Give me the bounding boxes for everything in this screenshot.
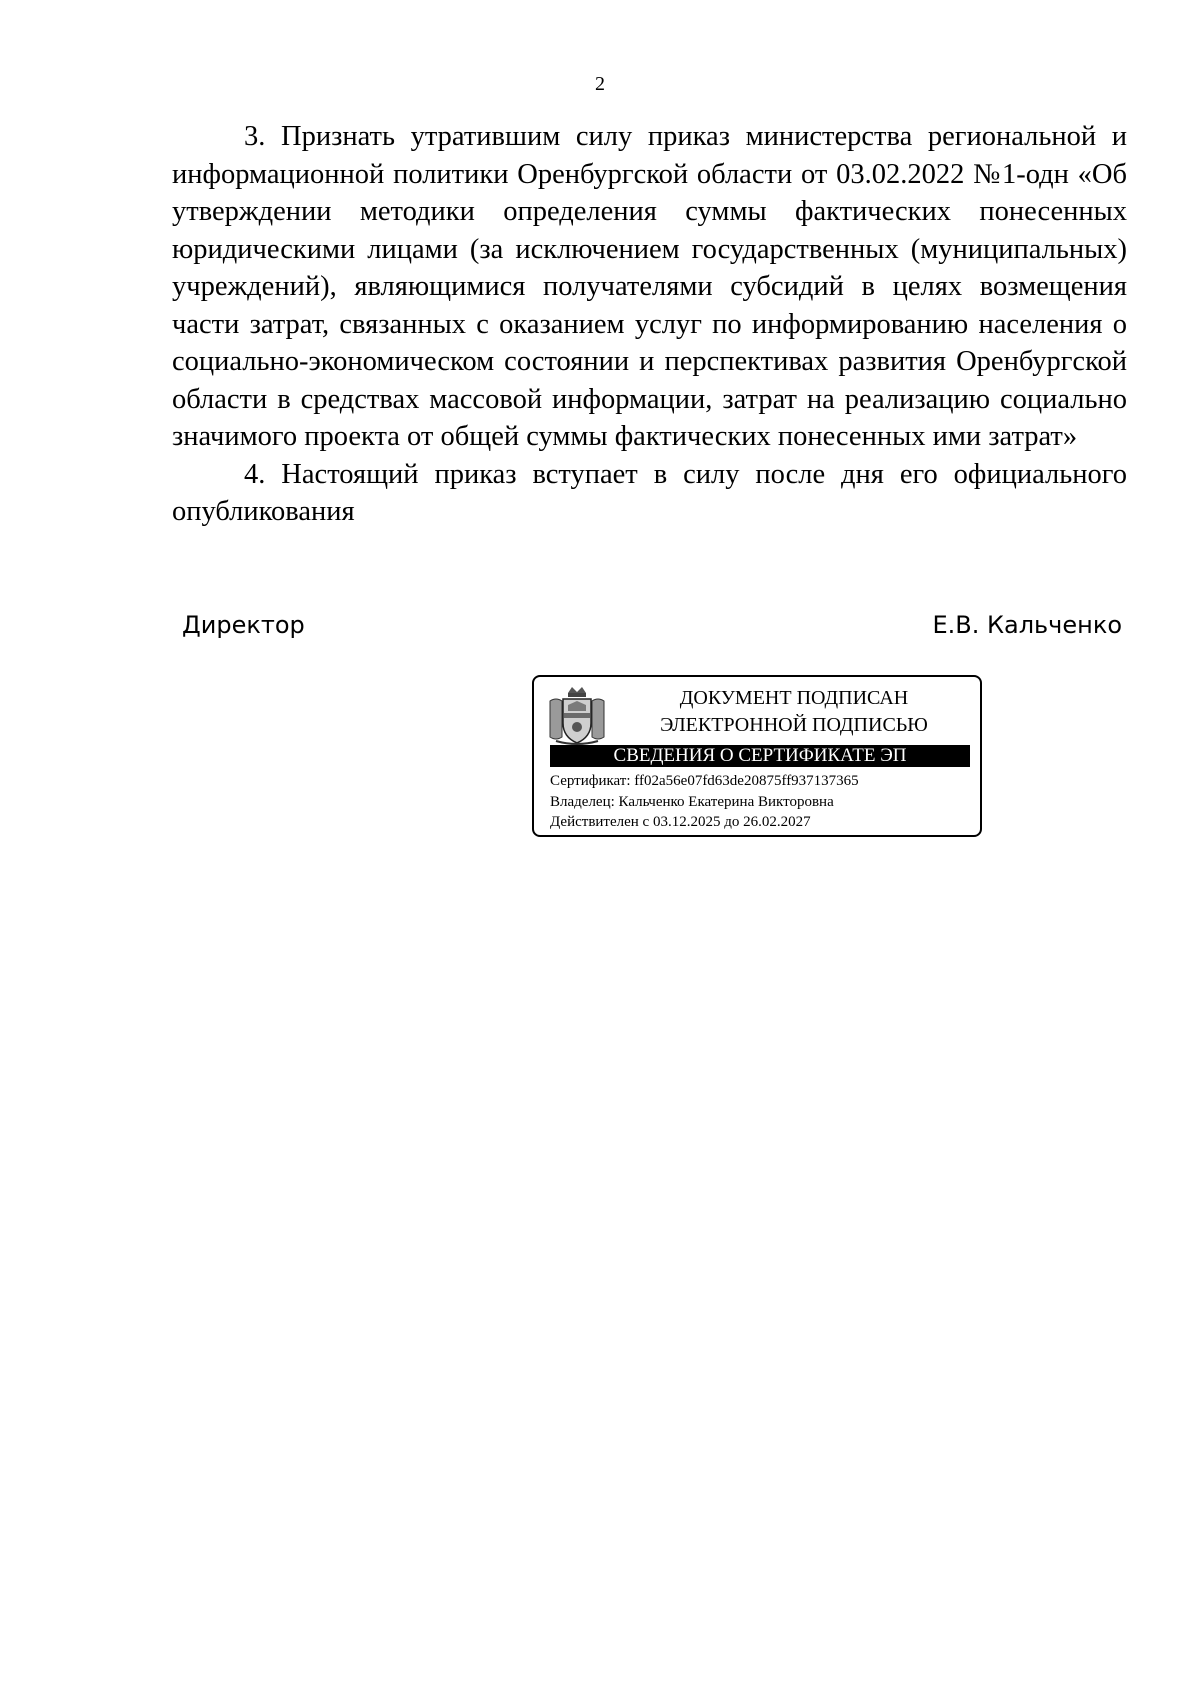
signer-position: Директор xyxy=(182,611,305,639)
stamp-title-line-1: ДОКУМЕНТ ПОДПИСАН xyxy=(679,687,909,709)
page-number: 2 xyxy=(595,73,605,95)
signer-name: Е.В. Кальченко xyxy=(932,611,1122,639)
certificate-details xyxy=(550,771,976,833)
certificate-validity: Действителен с 03.12.2025 до 26.02.2027 xyxy=(550,814,811,830)
certificate-serial: Сертификат: ff02a56e07fd63de20875ff937137365 xyxy=(550,773,859,789)
certificate-owner: Владелец: Кальченко Екатерина Викторовна xyxy=(550,793,834,810)
stamp-title xyxy=(614,685,974,739)
document-body xyxy=(172,118,1127,531)
coat-of-arms-icon xyxy=(546,683,608,747)
stamp-title-line-2: ЭЛЕКТРОННОЙ ПОДПИСЬЮ xyxy=(660,714,928,736)
signature-row xyxy=(182,608,1122,642)
certificate-header: СВЕДЕНИЯ О СЕРТИФИКАТЕ ЭП xyxy=(550,745,970,767)
electronic-signature-stamp xyxy=(532,675,982,837)
paragraph-3: 3. Признать утратившим силу приказ министерства региональной и информационной политики Оренбургской области от 03.02.2022 №1-одн «Об утверждении методики определения суммы фактических понесенных юридическими лицами (за исключением государственных (муниципальных) учреждений), являющимися получателями субсидий в целях возмещения части затрат, связанных с оказанием услуг по информированию населения о социально-экономическом состоянии и перспективах развития Оренбургской области в средствах массовой информации, затрат на реализацию социально значимого проекта от общей суммы фактических понесенных ими затрат» xyxy=(172,121,1127,452)
paragraph-4: 4. Настоящий приказ вступает в силу после дня его официального опубликования xyxy=(172,458,1127,527)
